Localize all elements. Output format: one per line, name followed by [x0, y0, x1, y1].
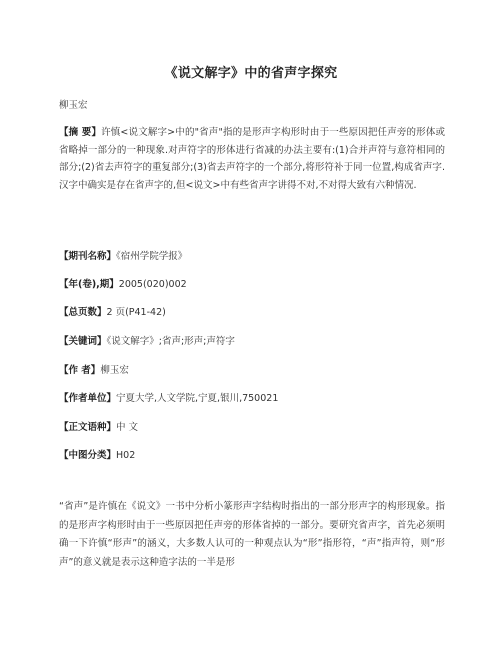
- field-journal-name: [59, 248, 187, 262]
- field-total-pages: [59, 304, 166, 318]
- field-label: 【总页数】: [59, 307, 107, 318]
- body-paragraph: “省声”是许慎在《说文》一书中分析小篆形声字结构时指出的一部分形声字的构形现象。指的是形声字构形时由于一些原因把任声旁的形体省掉的一部分。要研究省声字，首先必须明确一下许慎“形声”的涵义，大多数人认可的一种观点认为“形”指形符，“声”指声符，则“形声”的意义就是表示这种造字法的一半是形: [59, 501, 445, 568]
- field-keywords: [59, 333, 235, 347]
- abstract-text: 许慎<说文解字>中的"省声"指的是形声字构形时由于一些原因把任声旁的形体或省略掉一部分的一种现象.对声符字的形体进行省减的办法主要有:(1)合并声符与意符相同的部分;(2)省去声符字的重复部分;(3)省去声符字的一个部分,将形符补于同一位置,构成省声字.汉字中确实是存在省声字的,但<说文>中有些省声字讲得不对,不对得大致有六种情况.: [59, 127, 445, 191]
- field-classification: [59, 447, 135, 461]
- page-title: 《说文解字》中的省声字探究: [164, 66, 338, 81]
- field-label: 【关键词】: [59, 336, 107, 347]
- field-language: [59, 419, 138, 433]
- abstract-label: 【摘 要】: [59, 127, 102, 138]
- field-value: 《说文解字》;省声;形声;声符字: [106, 336, 235, 347]
- field-label: 【期刊名称】: [59, 251, 117, 262]
- author-line: 柳玉宏: [59, 100, 88, 111]
- field-year-volume-issue: [59, 276, 187, 290]
- field-value: 宁夏大学,人文学院,宁夏,银川,750021: [116, 393, 279, 404]
- field-label: 【中图分类】: [59, 450, 117, 461]
- field-author-affiliation: [59, 390, 278, 404]
- field-label: 【作 者】: [59, 365, 101, 376]
- field-author: [59, 362, 129, 376]
- field-value: H02: [116, 450, 136, 461]
- field-value: 《宿州学院学报》: [116, 251, 188, 262]
- field-label: 【年(卷),期】: [59, 279, 119, 290]
- field-value: 柳玉宏: [100, 365, 129, 376]
- field-value: 2005(020)002: [118, 279, 187, 290]
- field-value: 中 文: [116, 422, 139, 433]
- abstract-paragraph: [59, 124, 445, 194]
- field-label: 【正文语种】: [59, 422, 117, 433]
- field-value: 2 页(P41-42): [106, 307, 166, 318]
- field-label: 【作者单位】: [59, 393, 117, 404]
